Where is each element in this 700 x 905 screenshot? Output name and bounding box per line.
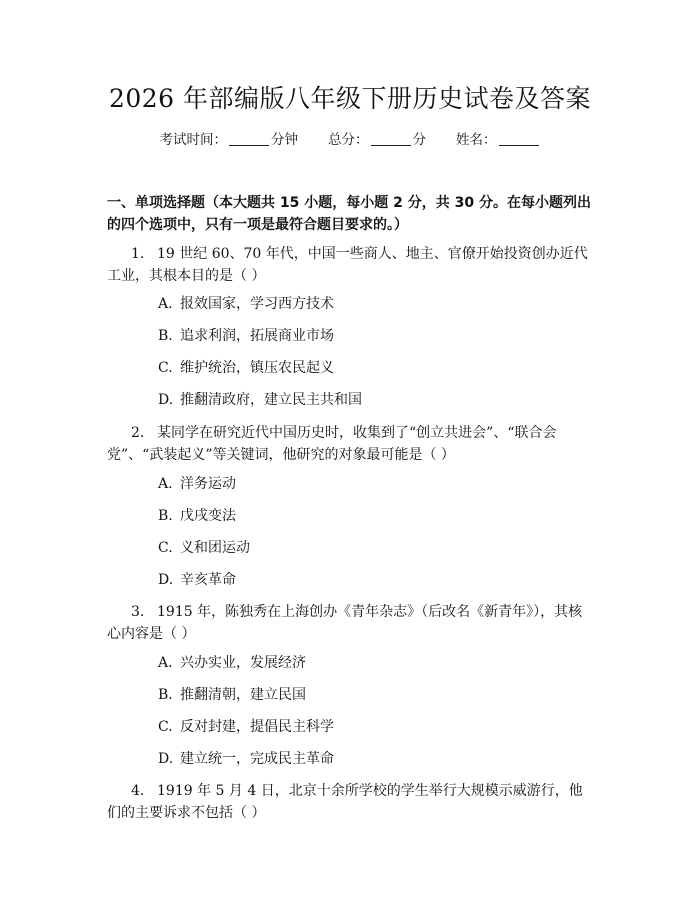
score-blank: [371, 131, 411, 146]
question-stem: [107, 243, 595, 287]
option-text: 报效国家，学习西方技术: [180, 296, 334, 312]
score-label: 总分：: [328, 132, 369, 148]
option-item: [158, 390, 362, 410]
name-label: 姓名：: [456, 132, 497, 148]
name-blank: [499, 131, 539, 146]
option-letter: D.: [158, 392, 174, 408]
question-number: 2.: [131, 425, 145, 441]
option-item: [158, 685, 306, 705]
option-item: [158, 506, 236, 526]
page-title: 2026 年部编版八年级下册历史试卷及答案: [108, 84, 592, 113]
exam-meta-line: [0, 130, 700, 150]
time-blank: [229, 131, 269, 146]
option-item: [158, 294, 334, 314]
question-text: 1915 年，陈独秀在上海创办《青年杂志》（后改名《新青年》），其核心内容是（ ）: [107, 604, 583, 642]
option-item: [158, 653, 306, 673]
question-stem: [107, 780, 595, 824]
option-letter: A.: [158, 296, 173, 312]
option-text: 兴办实业，发展经济: [180, 655, 306, 671]
option-text: 推翻清政府，建立民主共和国: [180, 392, 362, 408]
time-label: 考试时间：: [159, 132, 227, 148]
option-letter: A.: [158, 655, 173, 671]
option-letter: C.: [158, 360, 173, 376]
question-stem: [107, 422, 595, 466]
option-item: [158, 474, 236, 494]
question-number: 4.: [131, 783, 145, 799]
option-text: 推翻清朝，建立民国: [180, 687, 306, 703]
question-number: 3.: [131, 604, 145, 620]
option-item: [158, 749, 334, 769]
option-text: 辛亥革命: [180, 572, 236, 588]
option-item: [158, 326, 334, 346]
option-text: 维护统治，镇压农民起义: [180, 360, 334, 376]
option-text: 建立统一，完成民主革命: [180, 751, 334, 767]
option-text: 戊戌变法: [180, 508, 236, 524]
question-text: 19 世纪 60、70 年代，中国一些商人、地主、官僚开始投资创办近代工业，其根本目的是（ ）: [107, 246, 588, 284]
option-item: [158, 570, 236, 590]
section-heading: 一、单项选择题（本大题共 15 小题，每小题 2 分，共 30 分。在每小题列出的四个选项中，只有一项是最符合题目要求的。）: [107, 195, 591, 233]
option-text: 义和团运动: [180, 540, 250, 556]
option-item: [158, 358, 334, 378]
option-letter: C.: [158, 540, 173, 556]
time-unit: 分钟: [271, 132, 298, 148]
option-letter: B.: [158, 328, 173, 344]
option-letter: D.: [158, 572, 174, 588]
option-letter: C.: [158, 719, 173, 735]
option-text: 洋务运动: [180, 476, 236, 492]
question-text: 某同学在研究近代中国历史时，收集到了“创立共进会”、“联合会党”、“武装起义”等关键词，他研究的对象最可能是（ ）: [107, 425, 557, 463]
option-item: [158, 538, 250, 558]
option-letter: A.: [158, 476, 173, 492]
option-text: 反对封建，提倡民主科学: [180, 719, 334, 735]
option-letter: D.: [158, 751, 174, 767]
option-letter: B.: [158, 508, 173, 524]
question-number: 1.: [131, 246, 145, 262]
option-letter: B.: [158, 687, 173, 703]
question-text: 1919 年 5 月 4 日，北京十余所学校的学生举行大规模示威游行，他们的主要诉求不包括（ ）: [107, 783, 583, 821]
option-text: 追求利润，拓展商业市场: [180, 328, 334, 344]
option-item: [158, 717, 334, 737]
question-stem: [107, 601, 595, 645]
score-unit: 分: [412, 132, 426, 148]
